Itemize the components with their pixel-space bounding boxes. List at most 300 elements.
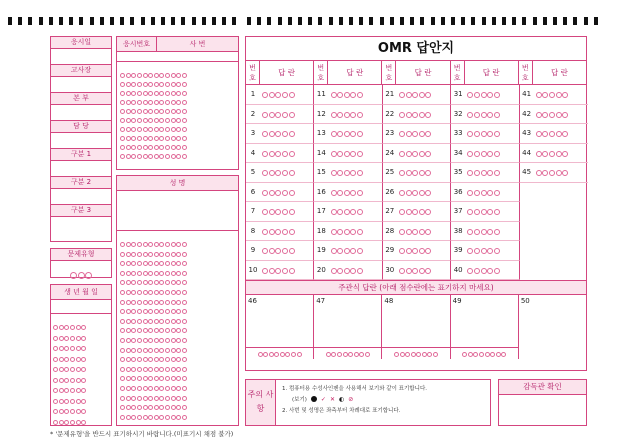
- answer-bubble[interactable]: [412, 131, 418, 137]
- answer-bubble[interactable]: [344, 209, 350, 215]
- answer-bubble[interactable]: [474, 190, 480, 196]
- answer-bubble[interactable]: [494, 229, 500, 235]
- answer-bubble[interactable]: [269, 209, 275, 215]
- answer-bubble[interactable]: [487, 151, 493, 157]
- answer-bubble[interactable]: [536, 131, 542, 137]
- answer-bubble[interactable]: [496, 352, 501, 357]
- name-write-row[interactable]: [117, 191, 238, 231]
- answer-bubble[interactable]: [399, 190, 405, 196]
- answer-bubble[interactable]: [269, 151, 275, 157]
- answer-bubble[interactable]: [562, 151, 568, 157]
- answer-bubble[interactable]: [275, 248, 281, 254]
- answer-bubble[interactable]: [159, 415, 164, 420]
- answer-bubble[interactable]: [467, 170, 473, 176]
- answer-bubble[interactable]: [337, 248, 343, 254]
- answer-bubble[interactable]: [536, 112, 542, 118]
- answer-bubble[interactable]: [474, 248, 480, 254]
- answer-bubble[interactable]: [542, 170, 548, 176]
- answer-bubble[interactable]: [487, 268, 493, 274]
- answer-bubble[interactable]: [562, 92, 568, 98]
- answer-bubble[interactable]: [176, 415, 181, 420]
- answer-bubble[interactable]: [258, 352, 263, 357]
- answer-bubble[interactable]: [282, 190, 288, 196]
- answer-bubble[interactable]: [419, 248, 425, 254]
- answer-bubble[interactable]: [148, 415, 153, 420]
- answer-bubble[interactable]: [289, 190, 295, 196]
- answer-bubble[interactable]: [419, 170, 425, 176]
- answer-bubble[interactable]: [487, 229, 493, 235]
- answer-bubble[interactable]: [331, 209, 337, 215]
- answer-bubble[interactable]: [467, 229, 473, 235]
- answer-bubble[interactable]: [331, 229, 337, 235]
- answer-bubble[interactable]: [542, 151, 548, 157]
- answer-bubble[interactable]: [350, 170, 356, 176]
- subjective-box[interactable]: [314, 295, 382, 359]
- answer-bubble[interactable]: [344, 112, 350, 118]
- answer-bubble[interactable]: [399, 248, 405, 254]
- answer-bubble[interactable]: [536, 92, 542, 98]
- venue-field[interactable]: [51, 77, 111, 93]
- answer-bubble[interactable]: [419, 190, 425, 196]
- answer-bubble[interactable]: [494, 131, 500, 137]
- answer-bubble[interactable]: [275, 131, 281, 137]
- answer-bubble[interactable]: [262, 190, 268, 196]
- exam-type-bubble[interactable]: [70, 272, 77, 279]
- answer-bubble[interactable]: [487, 92, 493, 98]
- answer-bubble[interactable]: [487, 131, 493, 137]
- answer-bubble[interactable]: [399, 131, 405, 137]
- answer-bubble[interactable]: [467, 248, 473, 254]
- answer-bubble[interactable]: [485, 352, 490, 357]
- answer-bubble[interactable]: [494, 92, 500, 98]
- answer-bubble[interactable]: [412, 151, 418, 157]
- answer-bubble[interactable]: [399, 151, 405, 157]
- answer-bubble[interactable]: [350, 209, 356, 215]
- answer-bubble[interactable]: [467, 92, 473, 98]
- answer-bubble[interactable]: [357, 170, 363, 176]
- birthdate-field[interactable]: [51, 300, 111, 314]
- answer-bubble[interactable]: [289, 229, 295, 235]
- answer-bubble[interactable]: [337, 190, 343, 196]
- answer-bubble[interactable]: [326, 352, 331, 357]
- answer-bubble[interactable]: [280, 352, 285, 357]
- answer-bubble[interactable]: [282, 209, 288, 215]
- answer-bubble[interactable]: [337, 170, 343, 176]
- answer-bubble[interactable]: [331, 131, 337, 137]
- answer-bubble[interactable]: [337, 92, 343, 98]
- answer-bubble[interactable]: [425, 151, 431, 157]
- answer-bubble[interactable]: [549, 151, 555, 157]
- answer-bubble[interactable]: [494, 190, 500, 196]
- answer-bubble[interactable]: [275, 268, 281, 274]
- answer-bubble[interactable]: [126, 154, 131, 159]
- answer-bubble[interactable]: [562, 170, 568, 176]
- answer-bubble[interactable]: [297, 352, 302, 357]
- answer-bubble[interactable]: [481, 229, 487, 235]
- answer-bubble[interactable]: [182, 415, 187, 420]
- answer-bubble[interactable]: [269, 268, 275, 274]
- answer-bubble[interactable]: [425, 170, 431, 176]
- answer-bubble[interactable]: [427, 352, 432, 357]
- answer-bubble[interactable]: [331, 352, 336, 357]
- answer-bubble[interactable]: [487, 248, 493, 254]
- answer-bubble[interactable]: [468, 352, 473, 357]
- answer-bubble[interactable]: [481, 248, 487, 254]
- birthdate-bubbles[interactable]: [51, 314, 111, 422]
- answer-bubble[interactable]: [282, 248, 288, 254]
- answer-bubble[interactable]: [494, 151, 500, 157]
- answer-bubble[interactable]: [337, 151, 343, 157]
- answer-bubble[interactable]: [549, 131, 555, 137]
- answer-bubble[interactable]: [126, 415, 131, 420]
- answer-bubble[interactable]: [406, 170, 412, 176]
- answer-bubble[interactable]: [344, 190, 350, 196]
- answer-bubble[interactable]: [412, 190, 418, 196]
- answer-bubble[interactable]: [399, 229, 405, 235]
- answer-bubble[interactable]: [289, 170, 295, 176]
- answer-bubble[interactable]: [337, 131, 343, 137]
- answer-bubble[interactable]: [425, 112, 431, 118]
- answer-bubble[interactable]: [556, 131, 562, 137]
- answer-bubble[interactable]: [406, 229, 412, 235]
- answer-bubble[interactable]: [412, 209, 418, 215]
- answer-bubble[interactable]: [337, 352, 342, 357]
- answer-bubble[interactable]: [394, 352, 399, 357]
- answer-bubble[interactable]: [350, 229, 356, 235]
- answer-bubble[interactable]: [275, 190, 281, 196]
- answer-bubble[interactable]: [549, 112, 555, 118]
- answer-bubble[interactable]: [350, 151, 356, 157]
- answer-bubble[interactable]: [549, 92, 555, 98]
- name-bubbles[interactable]: [117, 231, 238, 416]
- answer-bubble[interactable]: [474, 229, 480, 235]
- answer-bubble[interactable]: [120, 154, 125, 159]
- answer-bubble[interactable]: [399, 209, 405, 215]
- answer-bubble[interactable]: [282, 151, 288, 157]
- answer-bubble[interactable]: [344, 170, 350, 176]
- answer-bubble[interactable]: [350, 268, 356, 274]
- answer-bubble[interactable]: [562, 131, 568, 137]
- answer-bubble[interactable]: [412, 248, 418, 254]
- answer-bubble[interactable]: [275, 92, 281, 98]
- answer-bubble[interactable]: [269, 352, 274, 357]
- answer-bubble[interactable]: [501, 352, 506, 357]
- answer-bubble[interactable]: [556, 170, 562, 176]
- answer-bubble[interactable]: [120, 415, 125, 420]
- answer-bubble[interactable]: [481, 209, 487, 215]
- answer-bubble[interactable]: [357, 112, 363, 118]
- answer-bubble[interactable]: [275, 170, 281, 176]
- answer-bubble[interactable]: [419, 268, 425, 274]
- answer-bubble[interactable]: [171, 154, 176, 159]
- answer-bubble[interactable]: [536, 170, 542, 176]
- answer-bubble[interactable]: [473, 352, 478, 357]
- answer-bubble[interactable]: [285, 352, 290, 357]
- answer-bubble[interactable]: [165, 154, 170, 159]
- answer-bubble[interactable]: [462, 352, 467, 357]
- answer-bubble[interactable]: [70, 420, 75, 425]
- answer-bubble[interactable]: [412, 92, 418, 98]
- answer-bubble[interactable]: [348, 352, 353, 357]
- answer-bubble[interactable]: [494, 112, 500, 118]
- answer-bubble[interactable]: [262, 209, 268, 215]
- answer-bubble[interactable]: [344, 92, 350, 98]
- answer-bubble[interactable]: [282, 112, 288, 118]
- answer-bubble[interactable]: [357, 209, 363, 215]
- answer-bubble[interactable]: [148, 154, 153, 159]
- answer-bubble[interactable]: [263, 352, 268, 357]
- answer-bubble[interactable]: [262, 92, 268, 98]
- answer-bubble[interactable]: [262, 151, 268, 157]
- answer-bubble[interactable]: [262, 229, 268, 235]
- answer-bubble[interactable]: [182, 154, 187, 159]
- answer-bubble[interactable]: [331, 248, 337, 254]
- supervisor-field[interactable]: [51, 133, 111, 149]
- answer-bubble[interactable]: [467, 131, 473, 137]
- answer-bubble[interactable]: [331, 92, 337, 98]
- answer-bubble[interactable]: [269, 190, 275, 196]
- answer-bubble[interactable]: [269, 229, 275, 235]
- answer-bubble[interactable]: [331, 112, 337, 118]
- answer-bubble[interactable]: [357, 268, 363, 274]
- answer-bubble[interactable]: [416, 352, 421, 357]
- answer-bubble[interactable]: [274, 352, 279, 357]
- answer-bubble[interactable]: [53, 420, 58, 425]
- answer-bubble[interactable]: [399, 170, 405, 176]
- answer-bubble[interactable]: [487, 112, 493, 118]
- answer-bubble[interactable]: [419, 112, 425, 118]
- answer-bubble[interactable]: [406, 151, 412, 157]
- answer-bubble[interactable]: [481, 151, 487, 157]
- category2-field[interactable]: [51, 189, 111, 205]
- subjective-box[interactable]: [451, 295, 519, 359]
- answer-bubble[interactable]: [350, 92, 356, 98]
- answer-bubble[interactable]: [406, 209, 412, 215]
- answer-bubble[interactable]: [412, 268, 418, 274]
- answer-bubble[interactable]: [262, 170, 268, 176]
- answer-bubble[interactable]: [131, 154, 136, 159]
- answer-bubble[interactable]: [337, 112, 343, 118]
- answer-bubble[interactable]: [562, 112, 568, 118]
- answer-bubble[interactable]: [282, 92, 288, 98]
- answer-bubble[interactable]: [422, 352, 427, 357]
- answer-bubble[interactable]: [359, 352, 364, 357]
- answer-bubble[interactable]: [406, 190, 412, 196]
- answer-bubble[interactable]: [467, 151, 473, 157]
- answer-bubble[interactable]: [275, 229, 281, 235]
- answer-bubble[interactable]: [556, 112, 562, 118]
- answer-bubble[interactable]: [474, 151, 480, 157]
- answer-bubble[interactable]: [419, 229, 425, 235]
- answer-bubble[interactable]: [494, 170, 500, 176]
- answer-bubble[interactable]: [337, 209, 343, 215]
- answer-bubble[interactable]: [556, 92, 562, 98]
- answer-bubble[interactable]: [487, 190, 493, 196]
- answer-bubble[interactable]: [81, 420, 86, 425]
- answer-bubble[interactable]: [536, 151, 542, 157]
- id-write-row[interactable]: [117, 52, 238, 62]
- answer-bubble[interactable]: [269, 170, 275, 176]
- answer-bubble[interactable]: [425, 268, 431, 274]
- answer-bubble[interactable]: [556, 151, 562, 157]
- answer-bubble[interactable]: [331, 151, 337, 157]
- answer-bubble[interactable]: [289, 209, 295, 215]
- answer-bubble[interactable]: [282, 229, 288, 235]
- campus-field[interactable]: [51, 105, 111, 121]
- exam-type-bubble[interactable]: [85, 272, 92, 279]
- answer-bubble[interactable]: [262, 131, 268, 137]
- answer-bubble[interactable]: [474, 268, 480, 274]
- answer-bubble[interactable]: [289, 131, 295, 137]
- answer-bubble[interactable]: [357, 248, 363, 254]
- answer-bubble[interactable]: [262, 268, 268, 274]
- answer-bubble[interactable]: [542, 131, 548, 137]
- answer-bubble[interactable]: [343, 352, 348, 357]
- answer-bubble[interactable]: [154, 415, 159, 420]
- answer-bubble[interactable]: [176, 154, 181, 159]
- answer-bubble[interactable]: [289, 151, 295, 157]
- answer-bubble[interactable]: [406, 131, 412, 137]
- exam-type-bubbles[interactable]: [51, 261, 111, 284]
- answer-bubble[interactable]: [354, 352, 359, 357]
- answer-bubble[interactable]: [337, 229, 343, 235]
- answer-bubble[interactable]: [481, 92, 487, 98]
- answer-bubble[interactable]: [406, 248, 412, 254]
- answer-bubble[interactable]: [262, 112, 268, 118]
- answer-bubble[interactable]: [76, 420, 81, 425]
- answer-bubble[interactable]: [481, 268, 487, 274]
- exam-date-field[interactable]: [51, 49, 111, 65]
- answer-bubble[interactable]: [269, 131, 275, 137]
- answer-bubble[interactable]: [487, 170, 493, 176]
- answer-bubble[interactable]: [331, 170, 337, 176]
- answer-bubble[interactable]: [165, 415, 170, 420]
- answer-bubble[interactable]: [282, 170, 288, 176]
- answer-bubble[interactable]: [467, 190, 473, 196]
- answer-bubble[interactable]: [344, 151, 350, 157]
- answer-bubble[interactable]: [411, 352, 416, 357]
- answer-bubble[interactable]: [282, 268, 288, 274]
- answer-bubble[interactable]: [262, 248, 268, 254]
- answer-bubble[interactable]: [282, 131, 288, 137]
- id-bubbles[interactable]: [117, 62, 238, 155]
- answer-bubble[interactable]: [344, 268, 350, 274]
- answer-bubble[interactable]: [412, 170, 418, 176]
- answer-bubble[interactable]: [542, 112, 548, 118]
- answer-bubble[interactable]: [494, 268, 500, 274]
- answer-bubble[interactable]: [357, 190, 363, 196]
- answer-bubble[interactable]: [159, 154, 164, 159]
- answer-bubble[interactable]: [399, 92, 405, 98]
- answer-bubble[interactable]: [425, 209, 431, 215]
- answer-bubble[interactable]: [289, 112, 295, 118]
- answer-bubble[interactable]: [350, 190, 356, 196]
- answer-bubble[interactable]: [131, 415, 136, 420]
- answer-bubble[interactable]: [400, 352, 405, 357]
- answer-bubble[interactable]: [137, 415, 142, 420]
- answer-bubble[interactable]: [433, 352, 438, 357]
- answer-bubble[interactable]: [291, 352, 296, 357]
- answer-bubble[interactable]: [59, 420, 64, 425]
- answer-bubble[interactable]: [275, 112, 281, 118]
- answer-bubble[interactable]: [474, 170, 480, 176]
- answer-bubble[interactable]: [425, 92, 431, 98]
- answer-bubble[interactable]: [481, 170, 487, 176]
- answer-bubble[interactable]: [542, 92, 548, 98]
- answer-bubble[interactable]: [467, 112, 473, 118]
- answer-bubble[interactable]: [425, 131, 431, 137]
- answer-bubble[interactable]: [399, 112, 405, 118]
- answer-bubble[interactable]: [481, 112, 487, 118]
- answer-bubble[interactable]: [405, 352, 410, 357]
- answer-bubble[interactable]: [269, 92, 275, 98]
- answer-bubble[interactable]: [350, 248, 356, 254]
- answer-bubble[interactable]: [494, 248, 500, 254]
- answer-bubble[interactable]: [350, 112, 356, 118]
- answer-bubble[interactable]: [406, 112, 412, 118]
- answer-bubble[interactable]: [406, 268, 412, 274]
- category3-field[interactable]: [51, 217, 111, 233]
- subjective-box[interactable]: [382, 295, 450, 359]
- answer-bubble[interactable]: [494, 209, 500, 215]
- answer-bubble[interactable]: [474, 131, 480, 137]
- answer-bubble[interactable]: [154, 154, 159, 159]
- answer-bubble[interactable]: [412, 112, 418, 118]
- answer-bubble[interactable]: [269, 248, 275, 254]
- answer-bubble[interactable]: [419, 151, 425, 157]
- answer-bubble[interactable]: [419, 92, 425, 98]
- answer-bubble[interactable]: [350, 131, 356, 137]
- subjective-box[interactable]: [246, 295, 314, 359]
- answer-bubble[interactable]: [481, 131, 487, 137]
- answer-bubble[interactable]: [331, 268, 337, 274]
- answer-bubble[interactable]: [289, 92, 295, 98]
- answer-bubble[interactable]: [143, 415, 148, 420]
- answer-bubble[interactable]: [357, 92, 363, 98]
- answer-bubble[interactable]: [467, 268, 473, 274]
- answer-bubble[interactable]: [275, 209, 281, 215]
- answer-bubble[interactable]: [425, 190, 431, 196]
- answer-bubble[interactable]: [64, 420, 69, 425]
- answer-bubble[interactable]: [406, 92, 412, 98]
- answer-bubble[interactable]: [549, 170, 555, 176]
- answer-bubble[interactable]: [419, 209, 425, 215]
- answer-bubble[interactable]: [399, 268, 405, 274]
- answer-bubble[interactable]: [479, 352, 484, 357]
- answer-bubble[interactable]: [344, 229, 350, 235]
- answer-bubble[interactable]: [269, 112, 275, 118]
- answer-bubble[interactable]: [419, 131, 425, 137]
- answer-bubble[interactable]: [275, 151, 281, 157]
- answer-bubble[interactable]: [357, 131, 363, 137]
- answer-bubble[interactable]: [481, 190, 487, 196]
- answer-bubble[interactable]: [171, 415, 176, 420]
- answer-bubble[interactable]: [474, 92, 480, 98]
- answer-bubble[interactable]: [490, 352, 495, 357]
- exam-type-bubble[interactable]: [78, 272, 85, 279]
- category1-field[interactable]: [51, 161, 111, 177]
- answer-bubble[interactable]: [474, 112, 480, 118]
- answer-bubble[interactable]: [425, 248, 431, 254]
- answer-bubble[interactable]: [487, 209, 493, 215]
- answer-bubble[interactable]: [474, 209, 480, 215]
- answer-bubble[interactable]: [137, 154, 142, 159]
- answer-bubble[interactable]: [365, 352, 370, 357]
- answer-bubble[interactable]: [337, 268, 343, 274]
- answer-bubble[interactable]: [331, 190, 337, 196]
- answer-bubble[interactable]: [143, 154, 148, 159]
- answer-bubble[interactable]: [344, 131, 350, 137]
